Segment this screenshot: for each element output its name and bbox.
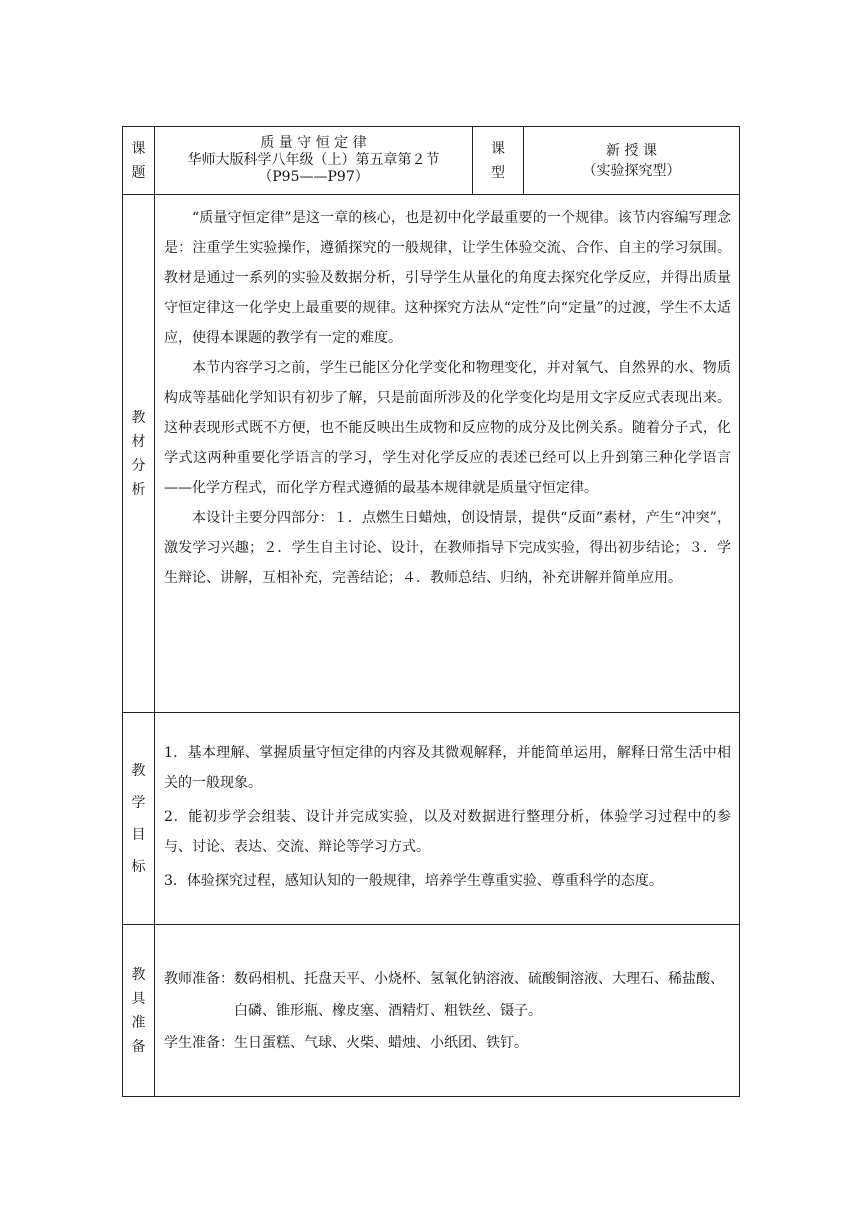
goal-item-3: 3．体验探究过程，感知认知的一般规律，培养学生尊重实验、尊重科学的态度。 [164, 872, 663, 889]
textbook-info: 华师大版科学八年级（上）第五章第２节 [187, 152, 440, 168]
type-cell [524, 127, 740, 195]
student-prep [164, 1027, 731, 1059]
analysis-paragraph-1: “质量守恒定律”是这一章的核心，也是初中化学最重要的一个规律。该节内容编写理念是：注重学生实验操作，遵循探究的一般规律，让学生体验交流、合作、自主的学习氛围。教材是通过一系列的实验及数据分析，引导学生从量化的角度去探究化学反应，并得出质量守恒定律这一化学史上最重要的规律。这种探究方法从“定性”向“定量”的过渡，学生不太适应，使得本课题的教学有一定的难度。 [164, 210, 731, 346]
goal-item-1: 1．基本理解、掌握质量守恒定律的内容及其微观解释，并能简单运用，解释日常生活中相关的一般现象。 [164, 744, 731, 791]
header-row [123, 127, 740, 195]
materials-label [123, 925, 155, 1097]
course-label [123, 127, 155, 195]
lesson-type: 新 授 课 [606, 142, 657, 159]
teacher-prep [164, 963, 731, 1027]
analysis-paragraph-3: 本设计主要分四部分：１．点燃生日蜡烛，创设情景，提供“反面”素材，产生“冲突”，激发学习兴趣；２．学生自主讨论、设计，在教师指导下完成实验，得出初步结论；３．学生辩论、讲解，互相补充，完善结论；４．教师总结、归纳，补充讲解并简单应用。 [164, 510, 731, 586]
analysis-row [123, 195, 740, 713]
goals-content [155, 713, 740, 925]
student-prep-label: 学生准备： [164, 1034, 234, 1051]
teacher-prep-label: 教师准备： [164, 970, 234, 987]
materials-row [123, 925, 740, 1097]
analysis-label-text: 教材分析 [131, 409, 146, 498]
type-label [473, 127, 524, 195]
analysis-label [123, 195, 155, 713]
type-label-text: 课型 [491, 140, 505, 181]
goals-label [123, 713, 155, 925]
course-label-text: 课题 [131, 140, 146, 181]
student-prep-items: 生日蛋糕、气球、火柴、蜡烛、小纸团、铁钉。 [234, 1034, 528, 1051]
analysis-content [155, 195, 740, 713]
goal-item-2: 2．能初步学会组装、设计并完成实验，以及对数据进行整理分析，体验学习过程中的参与、讨论、表达、交流、辩论等学习方式。 [164, 808, 731, 855]
page-range: （P95——P97） [258, 169, 369, 185]
title-cell [155, 127, 473, 195]
goals-row [123, 713, 740, 925]
lesson-type-sub: （实验探究型） [582, 162, 681, 179]
lesson-title: 质 量 守 恒 定 律 [260, 135, 367, 151]
lesson-plan-table [122, 126, 740, 1097]
analysis-paragraph-2: 本节内容学习之前，学生已能区分化学变化和物理变化，并对氧气、自然界的水、物质构成等基础化学知识有初步了解，只是前面所涉及的化学变化均是用文字反应式表现出来。这种表现形式既不方便，也不能反映出生成物和反应物的成分及比例关系。随着分子式，化学式这两种重要化学语言的学习，学生对化学反应的表述已经可以上升到第三种化学语言——化学方程式，而化学方程式遵循的最基本规律就是质量守恒定律。 [164, 360, 731, 496]
teacher-prep-items: 数码相机、托盘天平、小烧杯、氢氧化钠溶液、硫酸铜溶液、大理石、稀盐酸、白磷、锥形瓶、橡皮塞、酒精灯、粗铁丝、镊子。 [234, 970, 724, 1019]
materials-content [155, 925, 740, 1097]
goals-label-text: 教学目标 [131, 762, 146, 875]
materials-label-text: 教具准备 [131, 966, 146, 1055]
